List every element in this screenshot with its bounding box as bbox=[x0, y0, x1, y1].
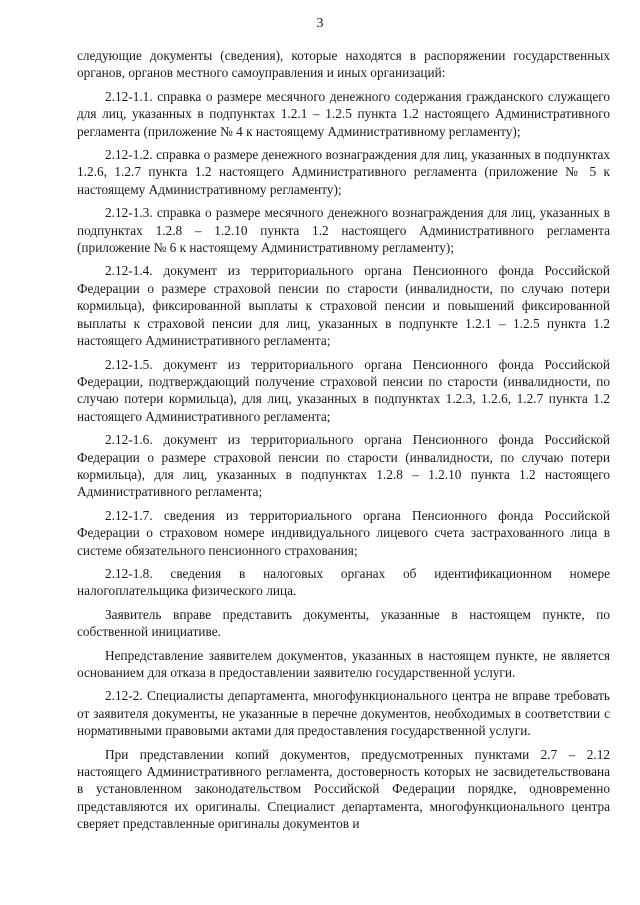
paragraph-2-12-1-1: 2.12-1.1. справка о размере месячного денежного содержания гражданского служащего для лиц, указанных в подпунктах 1.2.1 – 1.2.5 пункта 1.2 настоящего Административного регламента (приложение № 4 к настоящему Административному регламенту); bbox=[77, 88, 610, 139]
paragraph-2-12-1-2: 2.12-1.2. справка о размере денежного вознаграждения для лиц, указанных в подпунктах 1.2.6, 1.2.7 пункта 1.2 настоящего Административного регламента (приложение № 5 к настоящему Административному регламенту); bbox=[77, 147, 610, 197]
paragraph-applicant-right: Заявитель вправе представить документы, указанные в настоящем пункте, по собственной инициативе. bbox=[77, 606, 610, 640]
paragraph-2-12-2: 2.12-2. Специалисты департамента, многофункционального центра не вправе требовать от заявителя документы, не указанные в перечне документов, необходимых в соответствии с нормативными правовыми актами для предоставления государственной услуги. bbox=[77, 688, 610, 739]
document-body bbox=[77, 47, 610, 839]
paragraph-2-12-1-3: 2.12-1.3. справка о размере месячного денежного вознаграждения для лиц, указанных в подпунктах 1.2.8 – 1.2.10 пункта 1.2 настоящего Административного регламента (приложение № 6 к настоящему Административному регламенту); bbox=[77, 205, 610, 256]
paragraph-2-12-1-7: 2.12-1.7. сведения из территориального органа Пенсионного фонда Российской Федерации о страховом номере индивидуального лицевого счета застрахованного лица в системе обязательного пенсионного страхования; bbox=[77, 507, 610, 558]
paragraph-2-12-1-6: 2.12-1.6. документ из территориального органа Пенсионного фонда Российской Федерации о размере страховой пенсии по старости (инвалидности, по случаю потери кормильца), для лиц, указанных в подпунктах 1.2.8 – 1.2.10 пункта 1.2 настоящего Административного регламента; bbox=[77, 432, 610, 500]
page-number: 3 bbox=[316, 16, 324, 31]
paragraph-2-12-1-4: 2.12-1.4. документ из территориального органа Пенсионного фонда Российской Федерации о размере страховой пенсии по старости (инвалидности, по случаю потери кормильца), фиксированной выплаты к страховой пенсии и повышений фиксированной выплаты к страховой пенсии для лиц, указанных в подпункте 1.2.1 – 1.2.5 пункта 1.2 настоящего Административного регламента; bbox=[77, 263, 610, 349]
paragraph-copies: При представлении копий документов, предусмотренных пунктами 2.7 – 2.12 настоящего Административного регламента, достоверность которых не засвидетельствована в установленном законодательством Российской Федерации порядке, одновременно представляются их оригиналы. Специалист департамента, многофункционального центра сверяет представленные оригиналы документов и bbox=[77, 746, 610, 832]
paragraph-2-12-1-5: 2.12-1.5. документ из территориального органа Пенсионного фонда Российской Федерации, подтверждающий получение страховой пенсии по старости (инвалидности, по случаю потери кормильца), для лиц, указанных в подпунктах 1.2.3, 1.2.6, 1.2.7 пункта 1.2 настоящего Административного регламента; bbox=[77, 356, 610, 424]
paragraph-continuation: следующие документы (сведения), которые находятся в распоряжении государственных органов, органов местного самоуправления и иных организаций: bbox=[77, 48, 610, 81]
paragraph-non-submission: Непредставление заявителем документов, указанных в настоящем пункте, не является основанием для отказа в предоставлении заявителю государственной услуги. bbox=[77, 647, 610, 680]
paragraph-2-12-1-8: 2.12-1.8. сведения в налоговых органах об идентификационном номере налогоплательщика физического лица. bbox=[77, 565, 610, 599]
